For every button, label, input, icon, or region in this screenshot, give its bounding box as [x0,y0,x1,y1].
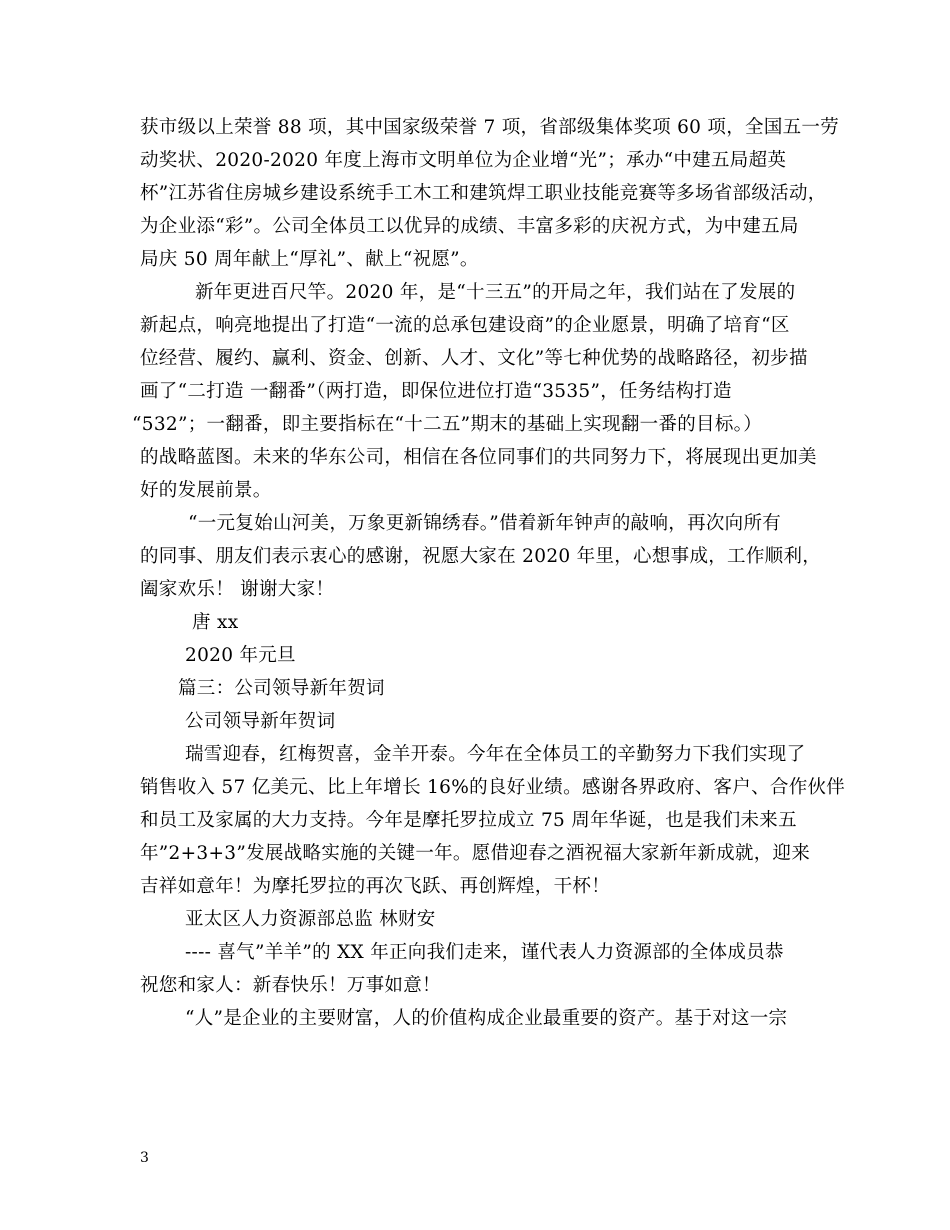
signature-name: 唐 xx [192,612,239,633]
text-line: 吉祥如意年！为摩托罗拉的再次飞跃、再创辉煌，干杯！ [140,876,611,897]
text-line: 为企业添“彩”。公司全体员工以优异的成绩、丰富多彩的庆祝方式，为中建五局 [140,216,799,237]
text-line: 位经营、履约、赢利、资金、创新、人才、文化”等七种优势的战略路径，初步描 [140,348,808,369]
text-line: 和员工及家属的大力支持。今年是摩托罗拉成立 75 周年华诞，也是我们未来五 [140,810,797,831]
section-heading: 篇三：公司领导新年贺词 [178,678,385,699]
paragraph-start: “一元复始山河美，万象更新锦绣春。”借着新年钟声的敲响，再次向所有 [188,513,782,534]
text-line: 杯”江苏省住房城乡建设系统手工木工和建筑焊工职业技能竞赛等多场省部级活动， [140,183,827,204]
text-line: 年”2+3+3”发展战略实施的关键一年。愿借迎春之酒祝福大家新年新成就，迎来 [140,843,811,864]
paragraph-start: ---- 喜气”羊羊”的 XX 年正向我们走来，谨代表人力资源部的全体成员恭 [185,942,784,963]
author-line: 亚太区人力资源部总监 林财安 [185,909,436,930]
paragraph-start: 瑞雪迎春，红梅贺喜，金羊开泰。今年在全体员工的辛勤努力下我们实现了 [185,744,806,765]
text-line: 销售收入 57 亿美元、比上年增长 16%的良好业绩。感谢各界政府、客户、合作伙伴 [140,777,846,798]
article-title: 公司领导新年贺词 [185,711,336,732]
paragraph-start: “人”是企业的主要财富，人的价值构成企业最重要的资产。基于对这一宗 [185,1008,788,1029]
text-line: 局庆 50 周年献上“厚礼”、献上“祝愿”。 [140,249,479,270]
text-line: 新起点，响亮地提出了打造“一流的总承包建设商”的企业愿景，明确了培育“区 [140,315,790,336]
text-line: 画了“二打造 一翻番”（两打造，即保位进位打造“3535”，任务结构打造 [140,381,732,402]
text-line: 好的发展前景。 [140,480,272,501]
text-line: 的同事、朋友们表示衷心的感谢，祝愿大家在 2020 年里，心想事成，工作顺利， [140,546,822,567]
text-line: 获市级以上荣誉 88 项，其中国家级荣誉 7 项，省部级集体奖项 60 项，全国五一劳 [140,117,840,138]
signature-date: 2020 年元旦 [185,645,296,666]
text-line: “532”；一翻番，即主要指标在“十二五”期末的基础上实现翻一番的目标。） [132,414,762,435]
text-line: 祝您和家人：新春快乐！万事如意！ [140,975,441,996]
page-number: 3 [140,1150,149,1166]
paragraph-start: 新年更进百尺竿。2020 年，是“十三五”的开局之年，我们站在了发展的 [195,282,796,303]
text-line: 的战略蓝图。未来的华东公司，相信在各位同事们的共同努力下，将展现出更加美 [140,447,817,468]
text-line: 动奖状、2020-2020 年度上海市文明单位为企业增“光”；承办“中建五局超英 [140,150,787,171]
text-line: 阖家欢乐！ 谢谢大家！ [140,579,335,600]
